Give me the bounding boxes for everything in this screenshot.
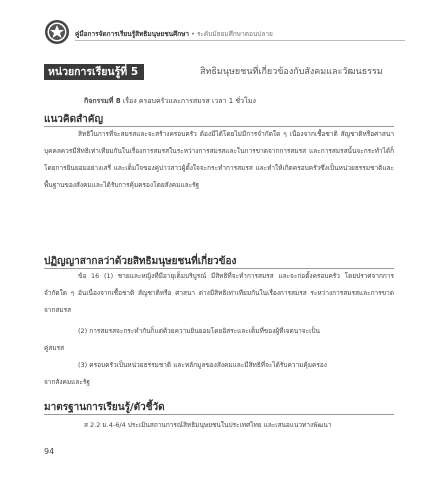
activity-text: เรื่อง ครอบครัวและการสมรส เวลา 1 ชั่วโมง [122, 97, 256, 105]
concept-paragraph-text: สิทธิในการที่จะสมรสและจะสร้างครอบครัว ต้องมีได้โดยไม่มีการจำกัดใด ๆ เนื่องจากเชื้อชาติ สัญชาติหรือศาสนา บุคคลควรมีสิทธิเท่าเทียมกันในเรื่องการสมรสในระหว่างการสมรสและในการขาดจากการสมรส และการสมรสนั้นจะกระทำได้ก็โดยการยินยอมอย่างเสรี และเต็มใจของคู่บ่าวสาวผู้ตั้งใจจะกระทำการสมรส และทำให้เกิดครอบครัวซึ่งเป็นหน่วยธรรมชาติและพื้นฐานของสังคมและได้รับการคุ้มครองโดยสังคมและรัฐ [44, 130, 394, 189]
declaration-heading: ปฏิญญาสากลว่าด้วยสิทธิมนุษยชนที่เกี่ยวข้อง [44, 256, 237, 267]
declaration-paragraph-1 [44, 268, 394, 319]
declaration-paragraph-1-text: ข้อ 16 (1) ชายและหญิงที่มีอายุเต็มบริบูรณ์ มีสิทธิที่จะทำการสมรส และจะก่อตั้งครอบครัว โดยปราศจากการจำกัดใด ๆ อันเนื่องจากเชื้อชาติ สัญชาติหรือ ศาสนา ต่างมีสิทธิเท่าเทียมกันในเรื่องการสมรส ระหว่างการสมรสและการขาดจากสมรส [44, 272, 394, 314]
unit-title-bar [44, 64, 404, 80]
concept-heading: แนวคิดสำคัญ [44, 114, 104, 125]
unit-label: หน่วยการเรียนรู้ที่ 5 [44, 64, 144, 80]
activity-line [84, 96, 256, 107]
standard-heading: มาตรฐานการเรียนรู้/ตัวชี้วัด [44, 402, 165, 413]
page-number: 94 [44, 447, 55, 456]
unit-title: สิทธิมนุษยชนที่เกี่ยวข้องกับสังคมและวัฒนธรรม [200, 67, 383, 77]
activity-label: กิจกรรมที่ 8 [84, 97, 121, 105]
logo-emblem-icon [44, 19, 70, 45]
declaration-paragraph-2-line-1: (2) การสมรสจะกระทำกันก็แต่ด้วยความยินยอมโดยอิสระและเต็มที่ของผู้ที่เจตนาจะเป็น [78, 327, 320, 335]
header-separator: • [189, 30, 198, 38]
header-divider [75, 40, 405, 41]
concept-paragraph [44, 126, 394, 194]
level-subtitle: ระดับมัธยมศึกษาตอนปลาย [197, 30, 273, 38]
page-header [44, 19, 404, 47]
standard-divider [44, 414, 394, 415]
declaration-paragraph-2-line-2: คู่สมรส [44, 344, 65, 352]
header-title [75, 29, 273, 39]
declaration-paragraph-3-line-2: จากสังคมและรัฐ [44, 378, 90, 386]
standard-text: ส 2.2 ม.4-6/4 ประเมินสถานการณ์สิทธิมนุษยชนในประเทศไทย และเสนอแนวทางพัฒนา [84, 421, 332, 429]
manual-title: คู่มือการจัดการเรียนรู้สิทธิมนุษยชนศึกษา [75, 30, 190, 38]
declaration-paragraph-3-line-1: (3) ครอบครัวเป็นหน่วยธรรมชาติ และหลักมูลของสังคมและมีสิทธิที่จะได้รับความคุ้มครอง [78, 361, 327, 369]
